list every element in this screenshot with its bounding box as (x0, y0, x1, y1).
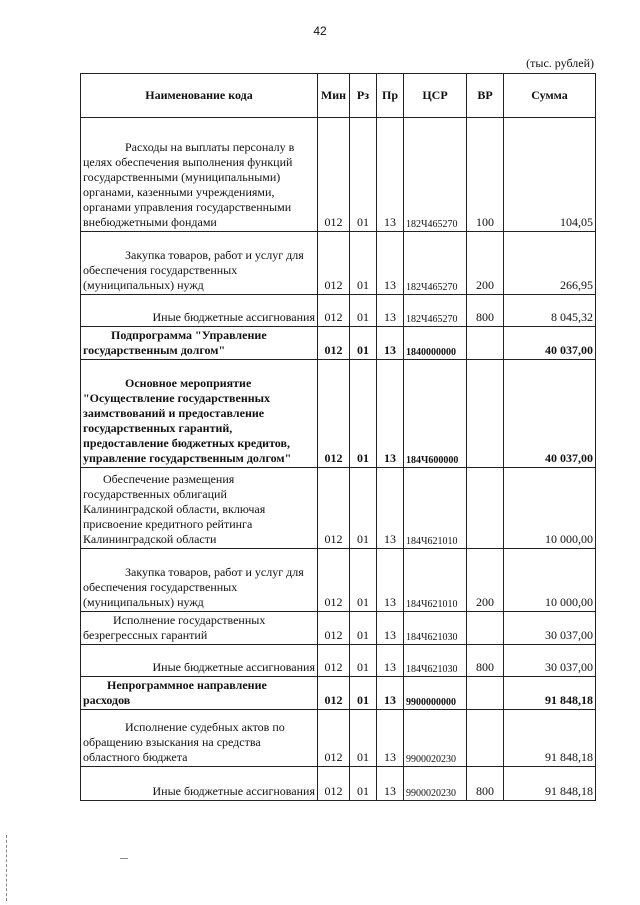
row-rz: 01 (350, 767, 377, 801)
row-csr: 184Ч621010 (404, 549, 467, 612)
table-row (81, 612, 596, 645)
row-name: Исполнение судебных актов по обращению взыскания на средства областного бюджета (81, 710, 318, 767)
row-vr (467, 710, 504, 767)
row-name: Исполнение государственных безрегрессных гарантий (81, 612, 318, 645)
table-row (81, 645, 596, 677)
units-label: (тыс. рублей) (526, 56, 594, 70)
table-row (81, 468, 596, 549)
row-vr: 200 (467, 232, 504, 295)
row-rz: 01 (350, 327, 377, 360)
row-rz: 01 (350, 295, 377, 327)
row-sum: 91 848,18 (504, 767, 596, 801)
row-pr: 13 (377, 118, 404, 232)
row-rz: 01 (350, 549, 377, 612)
row-vr: 800 (467, 767, 504, 801)
row-sum: 10 000,00 (504, 468, 596, 549)
table-row (81, 232, 596, 295)
row-name: Иные бюджетные ассигнования (81, 295, 318, 327)
row-pr: 13 (377, 232, 404, 295)
header-min: Мин (318, 74, 350, 118)
row-rz: 01 (350, 232, 377, 295)
table-row (81, 295, 596, 327)
row-vr: 800 (467, 295, 504, 327)
row-min: 012 (318, 612, 350, 645)
row-pr: 13 (377, 677, 404, 710)
table-row (81, 710, 596, 767)
row-rz: 01 (350, 710, 377, 767)
row-rz: 01 (350, 468, 377, 549)
row-min: 012 (318, 118, 350, 232)
row-csr: 1840000000 (404, 327, 467, 360)
row-rz: 01 (350, 677, 377, 710)
row-min: 012 (318, 327, 350, 360)
header-vr: ВР (467, 74, 504, 118)
table-row (81, 360, 596, 468)
row-csr: 184Ч600000 (404, 360, 467, 468)
row-pr: 13 (377, 327, 404, 360)
row-csr: 182Ч465270 (404, 232, 467, 295)
row-name: Иные бюджетные ассигнования (81, 767, 318, 801)
row-csr: 9900020230 (404, 710, 467, 767)
row-csr: 184Ч621030 (404, 612, 467, 645)
header-name: Наименование кода (81, 74, 318, 118)
row-min: 012 (318, 710, 350, 767)
row-sum: 266,95 (504, 232, 596, 295)
row-pr: 13 (377, 767, 404, 801)
row-csr: 184Ч621010 (404, 468, 467, 549)
row-vr: 800 (467, 645, 504, 677)
table-row (81, 767, 596, 801)
header-csr: ЦСР (404, 74, 467, 118)
row-pr: 13 (377, 295, 404, 327)
row-sum: 91 848,18 (504, 710, 596, 767)
header-pr: Пр (377, 74, 404, 118)
row-pr: 13 (377, 645, 404, 677)
row-vr (467, 327, 504, 360)
table-row (81, 118, 596, 232)
row-min: 012 (318, 767, 350, 801)
row-sum: 91 848,18 (504, 677, 596, 710)
row-sum: 104,05 (504, 118, 596, 232)
row-name: Иные бюджетные ассигнования (81, 645, 318, 677)
row-vr (467, 468, 504, 549)
row-vr (467, 612, 504, 645)
row-name: Закупка товаров, работ и услуг для обеспечения государственных (муниципальных) нужд (81, 232, 318, 295)
scan-margin-line (6, 835, 8, 901)
row-csr: 184Ч621030 (404, 645, 467, 677)
row-name: Основное мероприятие "Осуществление государственных заимствований и предоставление государственных гарантий, предоставление бюджетных кредитов, управление государственным долгом" (81, 360, 318, 468)
table-row (81, 327, 596, 360)
row-rz: 01 (350, 360, 377, 468)
header-sum: Сумма (504, 74, 596, 118)
row-sum: 40 037,00 (504, 360, 596, 468)
header-rz: Рз (350, 74, 377, 118)
row-pr: 13 (377, 612, 404, 645)
row-pr: 13 (377, 360, 404, 468)
budget-table (80, 73, 596, 801)
row-rz: 01 (350, 612, 377, 645)
row-name: Расходы на выплаты персоналу в целях обеспечения выполнения функций государственными (муниципальными) органами, казенными учреждениями, органами управления государственными внебюджетными фондами (81, 118, 318, 232)
table-row (81, 677, 596, 710)
row-name: Обеспечение размещения государственных облигаций Калининградской области, включая присвоение кредитного рейтинга Калининградской области (81, 468, 318, 549)
row-min: 012 (318, 677, 350, 710)
row-rz: 01 (350, 118, 377, 232)
scan-mark (120, 858, 128, 859)
page-number: 42 (313, 24, 327, 38)
row-csr: 9900020230 (404, 767, 467, 801)
row-pr: 13 (377, 710, 404, 767)
row-rz: 01 (350, 645, 377, 677)
row-min: 012 (318, 468, 350, 549)
row-pr: 13 (377, 468, 404, 549)
row-sum: 30 037,00 (504, 612, 596, 645)
row-vr: 100 (467, 118, 504, 232)
row-vr (467, 360, 504, 468)
row-name: Подпрограмма "Управление государственным долгом" (81, 327, 318, 360)
row-min: 012 (318, 645, 350, 677)
row-sum: 40 037,00 (504, 327, 596, 360)
row-csr: 9900000000 (404, 677, 467, 710)
row-name: Непрограммное направление расходов (81, 677, 318, 710)
row-sum: 8 045,32 (504, 295, 596, 327)
row-min: 012 (318, 232, 350, 295)
row-min: 012 (318, 295, 350, 327)
table-row (81, 549, 596, 612)
row-csr: 182Ч465270 (404, 118, 467, 232)
row-csr: 182Ч465270 (404, 295, 467, 327)
row-vr (467, 677, 504, 710)
row-min: 012 (318, 360, 350, 468)
row-sum: 30 037,00 (504, 645, 596, 677)
row-name: Закупка товаров, работ и услуг для обеспечения государственных (муниципальных) нужд (81, 549, 318, 612)
row-pr: 13 (377, 549, 404, 612)
row-vr: 200 (467, 549, 504, 612)
row-min: 012 (318, 549, 350, 612)
row-sum: 10 000,00 (504, 549, 596, 612)
table-header-row (81, 74, 596, 118)
